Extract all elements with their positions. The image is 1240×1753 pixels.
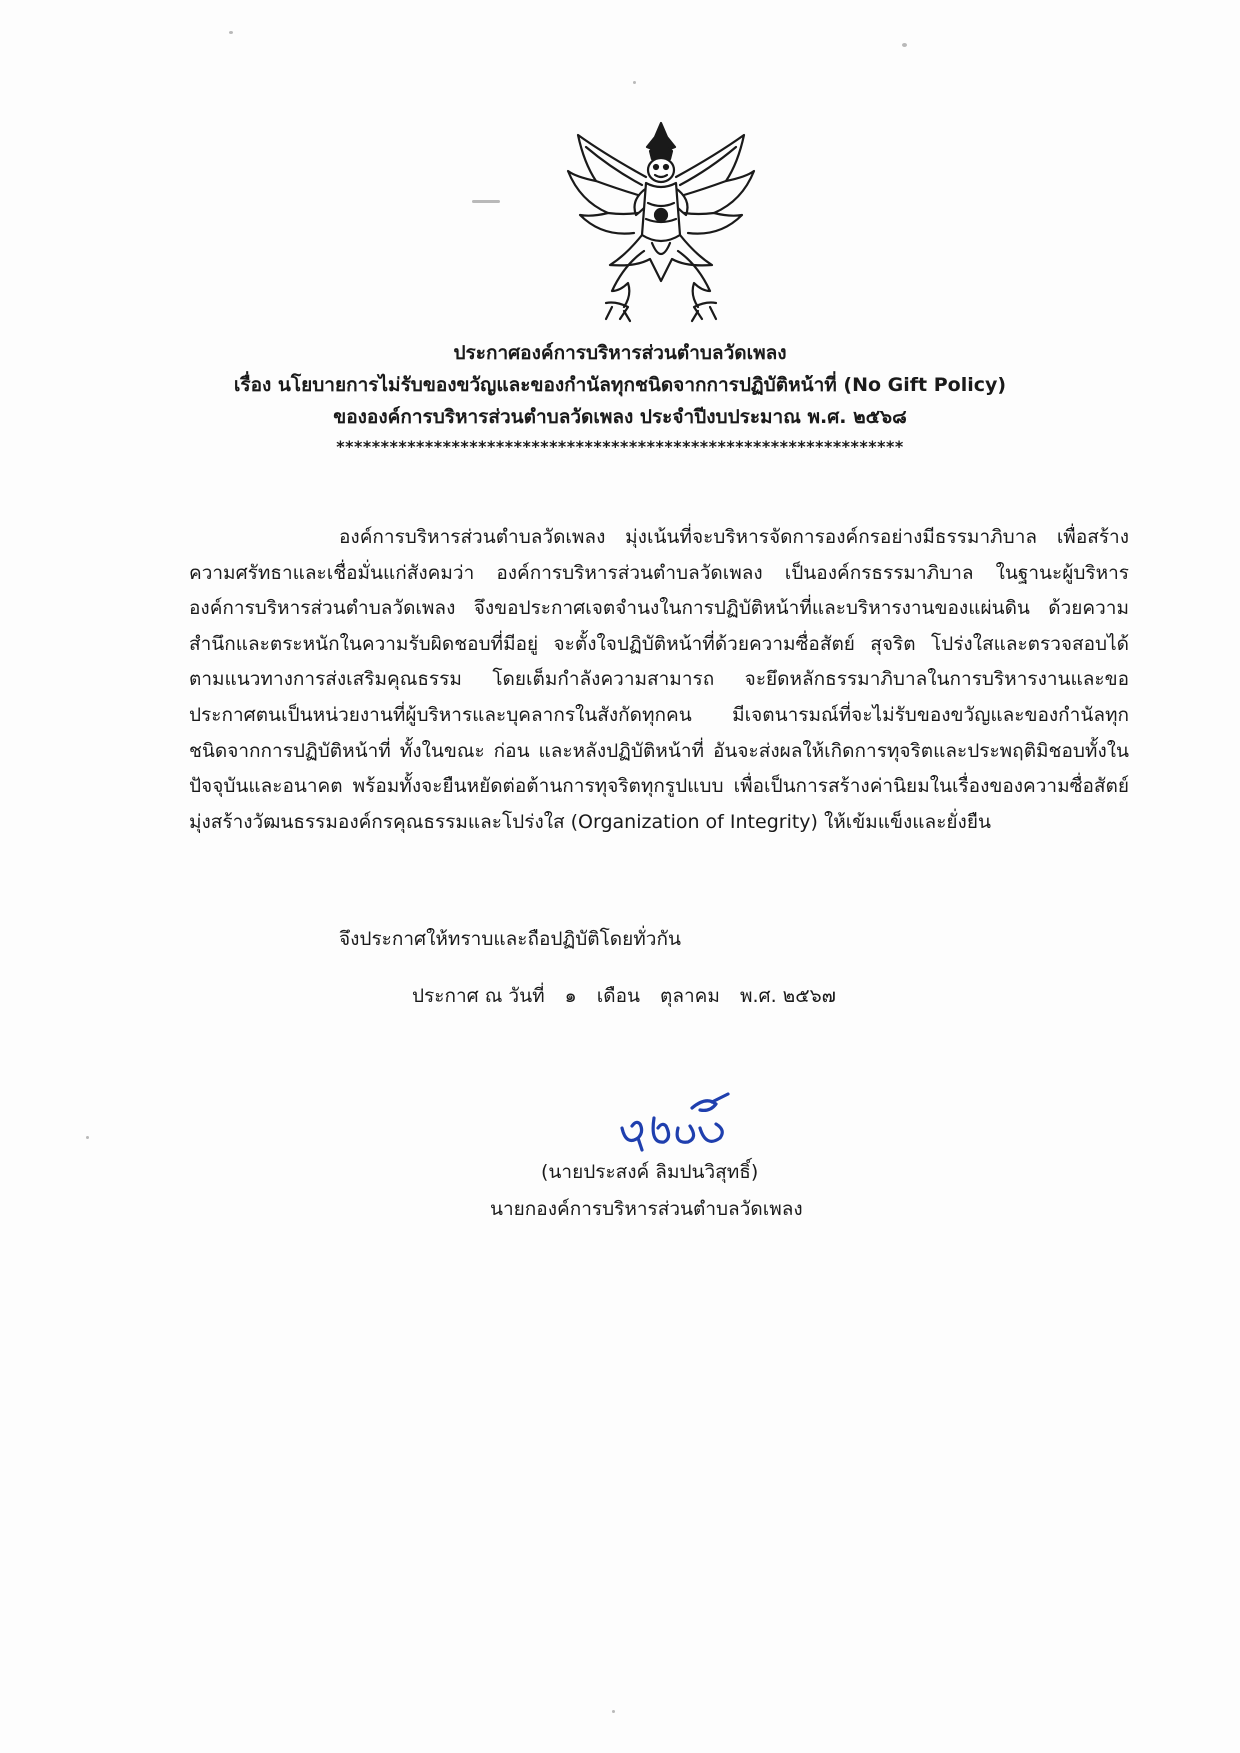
date-year: พ.ศ. ๒๕๖๗	[739, 985, 836, 1007]
announcement-fiscal-year: ขององค์การบริหารส่วนตำบลวัดเพลง ประจำปีงบประมาณ พ.ศ. ๒๕๖๘	[333, 406, 907, 428]
scan-speck	[902, 43, 907, 47]
date-month: ตุลาคม	[660, 985, 720, 1007]
signer-position: นายกองค์การบริหารส่วนตำบลวัดเพลง	[490, 1198, 803, 1220]
document-title-block	[0, 337, 1240, 459]
scan-speck	[612, 1710, 615, 1713]
policy-paragraph: องค์การบริหารส่วนตำบลวัดเพลง มุ่งเน้นที่จะบริหารจัดการองค์กรอย่างมีธรรมาภิบาล เพื่อสร้างความศรัทธาและเชื่อมั่นแก่สังคมว่า องค์การบริหารส่วนตำบลวัดเพลง เป็นองค์กรธรรมาภิบาล ในฐานะผู้บริหารองค์การบริหารส่วนตำบลวัดเพลง จึงขอประกาศเจตจำนงในการปฏิบัติหน้าที่และบริหารงานของแผ่นดิน ด้วยความสำนึกและตระหนักในความรับผิดชอบที่มีอยู่ จะตั้งใจปฏิบัติหน้าที่ด้วยความซื่อสัตย์ สุจริต โปร่งใสและตรวจสอบได้ตามแนวทางการส่งเสริมคุณธรรม โดยเต็มกำลังความสามารถ จะยึดหลักธรรมาภิบาลในการบริหารงานและขอประกาศตนเป็นหน่วยงานที่ผู้บริหารและบุคลากรในสังกัดทุกคน มีเจตนารมณ์ที่จะไม่รับของขวัญและของกำนัลทุกชนิดจากการปฏิบัติหน้าที่ ทั้งในขณะ ก่อน และหลังปฏิบัติหน้าที่ อันจะส่งผลให้เกิดการทุจริตและประพฤติมิชอบทั้งในปัจจุบันและอนาคต พร้อมทั้งจะยืนหยัดต่อต้านการทุจริตทุกรูปแบบ เพื่อเป็นการสร้างค่านิยมในเรื่องของความซื่อสัตย์ มุ่งสร้างวัฒนธรรมองค์กรคุณธรรมและโปร่งใส (Organization of Integrity) ให้เข้มแข็งและยั่งยืน	[189, 526, 1129, 833]
announcement-date	[412, 981, 850, 1011]
signer-name: (นายประสงค์ ลิมปนวิสุทธิ์)	[541, 1161, 759, 1183]
announcement-subject: เรื่อง นโยบายการไม่รับของขวัญและของกำนัลทุกชนิดจากการปฏิบัติหน้าที่ (No Gift Policy)	[233, 374, 1007, 396]
announcement-heading: ประกาศองค์การบริหารส่วนตำบลวัดเพลง	[453, 342, 787, 364]
date-prefix: ประกาศ ณ วันที่	[412, 985, 545, 1007]
handwritten-signature	[616, 1088, 736, 1158]
garuda-emblem-icon	[566, 115, 756, 325]
asterisk-separator: ****************************************************************	[336, 437, 904, 456]
announce-statement: จึงประกาศให้ทราบและถือปฏิบัติโดยทั่วกัน	[339, 928, 681, 950]
scan-speck	[86, 1136, 89, 1139]
scan-speck	[633, 81, 636, 84]
scan-speck	[229, 31, 233, 34]
date-month-label: เดือน	[596, 985, 640, 1007]
date-day: ๑	[564, 985, 577, 1007]
scan-speck	[472, 200, 500, 203]
